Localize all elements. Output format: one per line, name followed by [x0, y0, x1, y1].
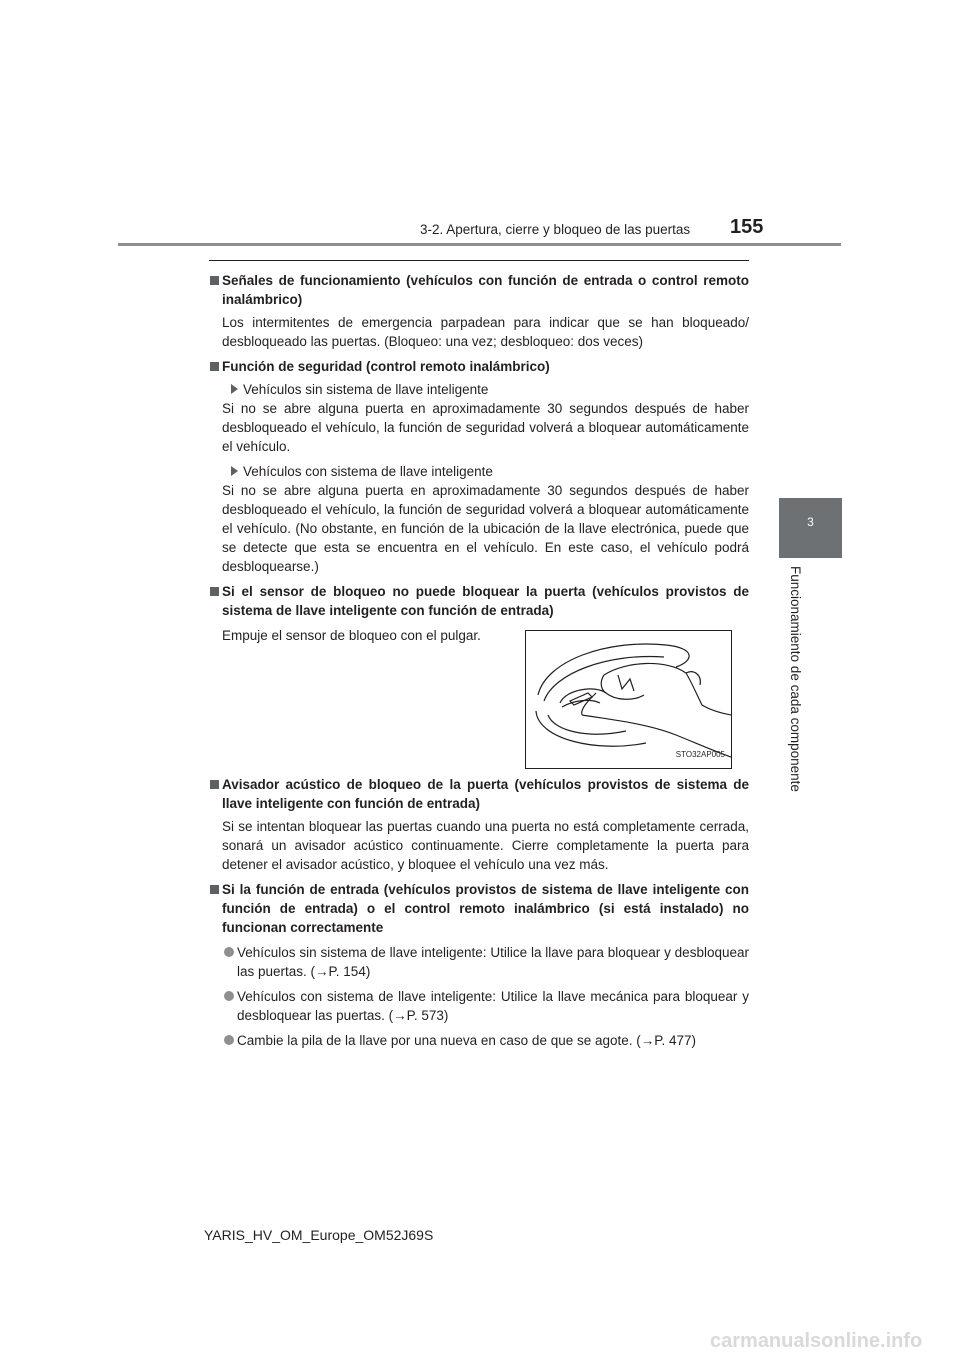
section-body: Los intermitentes de emergencia parpadean para indicar que se han bloqueado/ desbloqueado las puertas. (Bloqueo: una vez; desbloqueo: dos veces) [222, 315, 749, 349]
list-item [209, 1031, 749, 1050]
chapter-tab-number: 3 [807, 515, 814, 529]
list-item [209, 987, 749, 1025]
document-code: YARIS_HV_OM_Europe_OM52J69S [204, 1227, 434, 1243]
section-body: Si no se abre alguna puerta en aproximadamente 30 segundos después de haber desbloqueado el vehículo, la función de seguridad volverá a bloquear automáticamente el vehículo. (No obstante, en función de la ubicación de la llave electrónica, puede que se detecte que esta se encuentra en el vehículo. En este caso, el vehículo podrá desbloquearse.) [222, 483, 749, 574]
circle-bullet-icon [224, 947, 234, 957]
door-handle-illustration [525, 630, 732, 769]
subsection-label [209, 462, 749, 481]
illustration-code: STO32AP005 [675, 750, 725, 759]
chapter-tab [779, 498, 842, 558]
subsection-label-text: Vehículos sin sistema de llave inteligente [243, 382, 489, 397]
watermark: carmanualsonline.info [710, 1330, 923, 1352]
header-rule [118, 243, 841, 246]
list-item-text: Cambie la pila de la llave por una nueva en caso de que se agote. (→P. 477) [237, 1033, 697, 1048]
list-item [209, 943, 749, 981]
section-title: Función de seguridad (control remoto inalámbrico) [209, 357, 749, 376]
section-body: Si se intentan bloquear las puertas cuando una puerta no está completamente cerrada, sonará un avisador acústico continuamente. Cierre completamente la puerta para detener el avisador acústico, y bloquee el vehículo una vez más. [222, 819, 749, 872]
subsection-label-text: Vehículos con sistema de llave inteligente [243, 464, 493, 479]
triangle-bullet-icon [231, 466, 238, 476]
section-title: Si la función de entrada (vehículos provistos de sistema de llave inteligente con función de entrada) o el control remoto inalámbrico (si está instalado) no funcionan correctamente [209, 880, 749, 937]
main-content [209, 266, 749, 1050]
section-title: Avisador acústico de bloqueo de la puerta (vehículos provistos de sistema de llave inteligente con función de entrada) [209, 775, 749, 813]
circle-bullet-icon [224, 991, 234, 1001]
subsection-label [209, 380, 749, 399]
header-title: 3-2. Apertura, cierre y bloqueo de las puertas [420, 222, 691, 237]
triangle-bullet-icon [231, 384, 238, 394]
section-body: Si no se abre alguna puerta en aproximadamente 30 segundos después de haber desbloqueado el vehículo, la función de seguridad volverá a bloquear automáticamente el vehículo. [222, 401, 749, 454]
circle-bullet-icon [224, 1035, 234, 1045]
section-body: Empuje el sensor de bloqueo con el pulgar. [222, 628, 481, 643]
section-title: Si el sensor de bloqueo no puede bloquear la puerta (vehículos provistos de sistema de llave inteligente con función de entrada) [209, 582, 749, 620]
page-number: 155 [730, 216, 764, 238]
section-title: Señales de funcionamiento (vehículos con función de entrada o control remoto inalámbrico) [209, 271, 749, 309]
illustration-row [209, 626, 749, 769]
list-item-text: Vehículos con sistema de llave inteligente: Utilice la llave mecánica para bloquear y desbloquear las puertas. (→P. 573) [237, 989, 749, 1023]
content-divider [209, 260, 749, 261]
list-item-text: Vehículos sin sistema de llave inteligente: Utilice la llave para bloquear y desbloquear las puertas. (→P. 154) [237, 945, 749, 979]
chapter-tab-label: Funcionamiento de cada componente [788, 566, 803, 792]
